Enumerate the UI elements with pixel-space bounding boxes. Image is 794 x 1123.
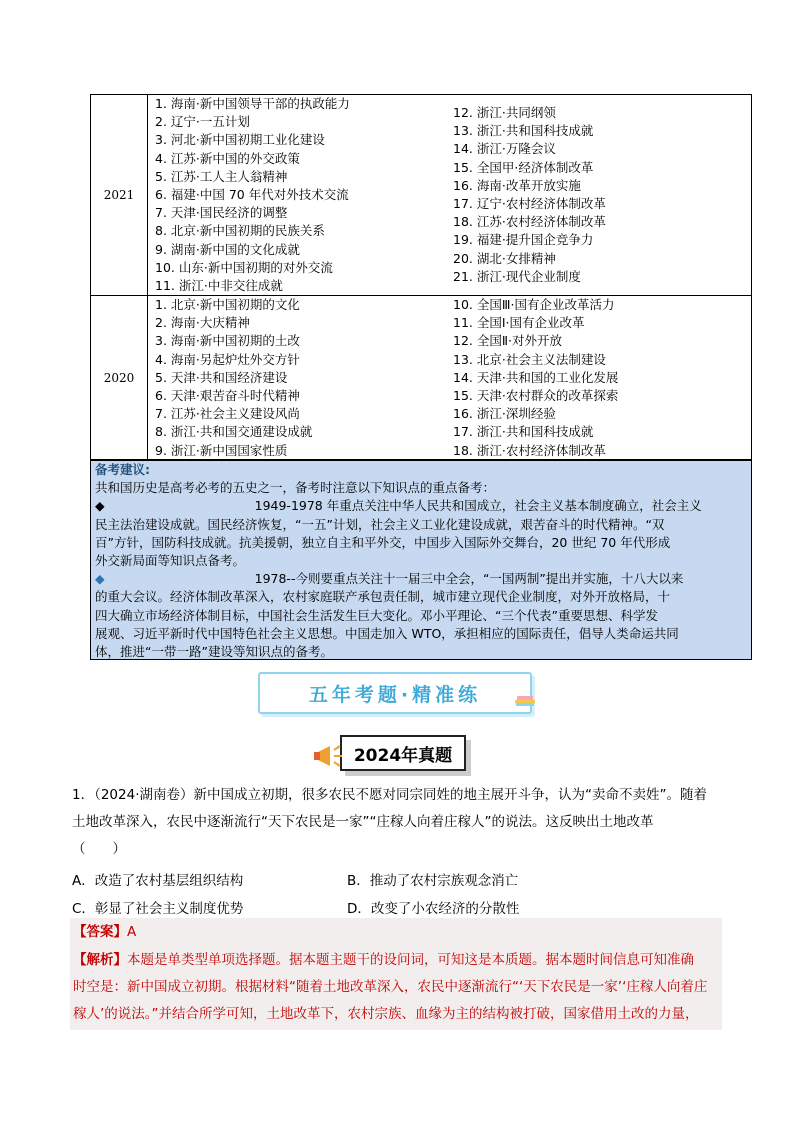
banner-title: 五年考题·精准练 [308, 683, 482, 706]
list-item: 1. 北京·新中国初期的文化 [155, 297, 300, 312]
analysis-text: 稼人’的说法。”并结合所学可知，土地改革下，农村宗族、血缘为主的结构被打破，国家借用土改的力量， [73, 1006, 699, 1022]
year-section-title: 2024年真题 [340, 735, 466, 771]
year-cell: 2020 [91, 296, 148, 460]
list-item: 5. 江苏·工人主人翁精神 [155, 168, 288, 184]
analysis-text: 本题是单类型单项选择题。据本题主题干的设问词，可知这是本质题。据本题时间信息可知准确 [127, 952, 694, 968]
list-item: 10. 山东·新中国初期的对外交流 [155, 259, 333, 275]
bullet-text: 的重大会议。经济体制改革深入，农村家庭联产承包责任制，城市建立现代企业制度，对外开放格局，十 [95, 589, 671, 605]
list-item: 4. 江苏·新中国的外交政策 [155, 150, 300, 166]
list-item: 2. 辽宁·一五计划 [155, 114, 250, 130]
list-item: 8. 北京·新中国初期的民族关系 [155, 223, 325, 239]
analysis-tag: 【解析】 [73, 952, 127, 968]
analysis-line [73, 948, 694, 968]
list-item: 2. 海南·大庆精神 [155, 315, 250, 331]
list-item: 11. 全国Ⅰ·国有企业改革 [453, 315, 585, 331]
topic-list-left [155, 95, 350, 295]
question-line: 土地改革深入，农民中逐渐流行“天下农民是一家”“庄稼人向着庄稼人”的说法。这反映出土地改革 [72, 814, 654, 830]
option-c[interactable]: C．彰显了社会主义制度优势 [72, 901, 244, 917]
bullet-text: 1978--今则要重点关注十一届三中全会，“一国两制”提出并实施，十八大以来 [254, 571, 684, 587]
list-item: 17. 浙江·共和国科技成就 [453, 424, 594, 440]
list-item: 3. 河北·新中国初期工业化建设 [155, 132, 325, 148]
table-row [91, 296, 751, 460]
list-item: 6. 天津·艰苦奋斗时代精神 [155, 387, 300, 403]
option-d[interactable]: D．改变了小农经济的分散性 [347, 901, 520, 917]
bullet-text: 民主法治建设成就。国民经济恢复，“一五”计划，社会主义工业化建设成就，艰苦奋斗的时代精神。“双 [95, 516, 665, 532]
answer-line [73, 920, 136, 940]
bullet-text: 外交新局面等知识点备考。 [95, 553, 246, 569]
list-item: 19. 福建·提升国企竞争力 [453, 232, 594, 248]
list-item: 7. 江苏·社会主义建设风尚 [155, 406, 300, 422]
topic-list-left [155, 296, 312, 460]
list-item: 7. 天津·国民经济的调整 [155, 205, 288, 221]
list-item: 12. 全国Ⅱ·对外开放 [453, 333, 562, 349]
list-item: 21. 浙江·现代企业制度 [453, 268, 581, 284]
list-item: 15. 全国甲·经济体制改革 [453, 159, 594, 175]
list-item: 5. 天津·共和国经济建设 [155, 369, 288, 385]
list-item: 14. 浙江·万隆会议 [453, 141, 556, 157]
list-item: 3. 海南·新中国初期的土改 [155, 333, 300, 349]
suggestion-intro: 共和国历史是高考必考的五史之一，备考时注意以下知识点的重点备考： [95, 480, 496, 496]
option-a[interactable]: A．改造了农村基层组织结构 [72, 873, 244, 889]
list-item: 18. 浙江·农村经济体制改革 [453, 442, 606, 458]
list-item: 18. 江苏·农村经济体制改革 [453, 214, 606, 230]
year-cell: 2021 [91, 95, 148, 295]
list-item: 12. 浙江·共同纲领 [453, 105, 556, 120]
list-item: 4. 海南·另起炉灶外交方针 [155, 351, 300, 367]
answer-blank: （ ） [72, 841, 126, 857]
bullet-text: 展观、习近平新时代中国特色社会主义思想。中国走加入 WTO，承担相应的国际责任，倡导人类命运共同 [95, 625, 679, 641]
exam-suggestion-box [90, 460, 752, 660]
book-icon [514, 690, 536, 708]
list-item: 17. 辽宁·农村经济体制改革 [453, 195, 606, 211]
answer-tag: 【答案】 [73, 924, 127, 940]
list-item: 16. 浙江·深圳经验 [453, 406, 556, 422]
list-item: 20. 湖北·女排精神 [453, 250, 556, 266]
section-banner [258, 672, 532, 714]
knowledge-table [90, 94, 752, 460]
answer-panel [70, 918, 722, 1030]
bullet-text: 1949-1978 年重点关注中华人民共和国成立，社会主义基本制度确立，社会主义 [254, 498, 702, 514]
list-item: 13. 北京·社会主义法制建设 [453, 351, 606, 367]
list-item: 14. 天津·共和国的工业化发展 [453, 369, 619, 385]
bullet-text: 四大确立市场经济体制目标，中国社会生活发生巨大变化。邓小平理论、“三个代表”重要思想、科学发 [95, 607, 658, 623]
suggestion-title: 备考建议: [95, 462, 150, 477]
list-item: 13. 浙江·共和国科技成就 [453, 123, 594, 139]
list-item: 16. 海南·改革开放实施 [453, 177, 581, 193]
list-item: 6. 福建·中国 70 年代对外技术交流 [155, 186, 349, 202]
topic-list-right [453, 296, 618, 460]
bullet-text: 体，推进“一带一路”建设等知识点的备考。 [95, 644, 333, 660]
list-item: 8. 浙江·共和国交通建设成就 [155, 424, 313, 440]
bullet-text: 百”方针，国防科技成就。抗美援朝，独立自主和平外交，中国步入国际外交舞台，20 世纪 70 年代形成 [95, 534, 671, 550]
list-item: 11. 浙江·中非交往成就 [155, 277, 283, 293]
answer-value: A [127, 924, 137, 940]
list-item: 9. 湖南·新中国的文化成就 [155, 241, 300, 257]
suggestion-bullet-2 [95, 570, 747, 588]
analysis-text: 时空是：新中国成立初期。根据材料“随着土地改革深入，农民中逐渐流行“‘天下农民是一家’‘庄稼人向着庄 [73, 979, 708, 995]
diamond-bullet-icon: ◆ [95, 498, 105, 514]
suggestion-bullet-1 [95, 497, 747, 515]
list-item: 1. 海南·新中国领导干部的执政能力 [155, 96, 350, 111]
diamond-bullet-icon: ◆ [95, 571, 105, 587]
topic-list-right [453, 104, 606, 286]
question-line: 1．（2024·湖南卷）新中国成立初期，很多农民不愿对同宗同姓的地主展开斗争，认为“卖命不卖姓”。随着 [72, 787, 707, 803]
list-item: 9. 浙江·新中国国家性质 [155, 442, 288, 458]
list-item: 10. 全国Ⅲ·国有企业改革活力 [453, 297, 615, 312]
list-item: 15. 天津·农村群众的改革探索 [453, 387, 619, 403]
table-row [91, 95, 751, 296]
megaphone-icon [312, 738, 348, 774]
option-b[interactable]: B．推动了农村宗族观念消亡 [347, 873, 519, 889]
